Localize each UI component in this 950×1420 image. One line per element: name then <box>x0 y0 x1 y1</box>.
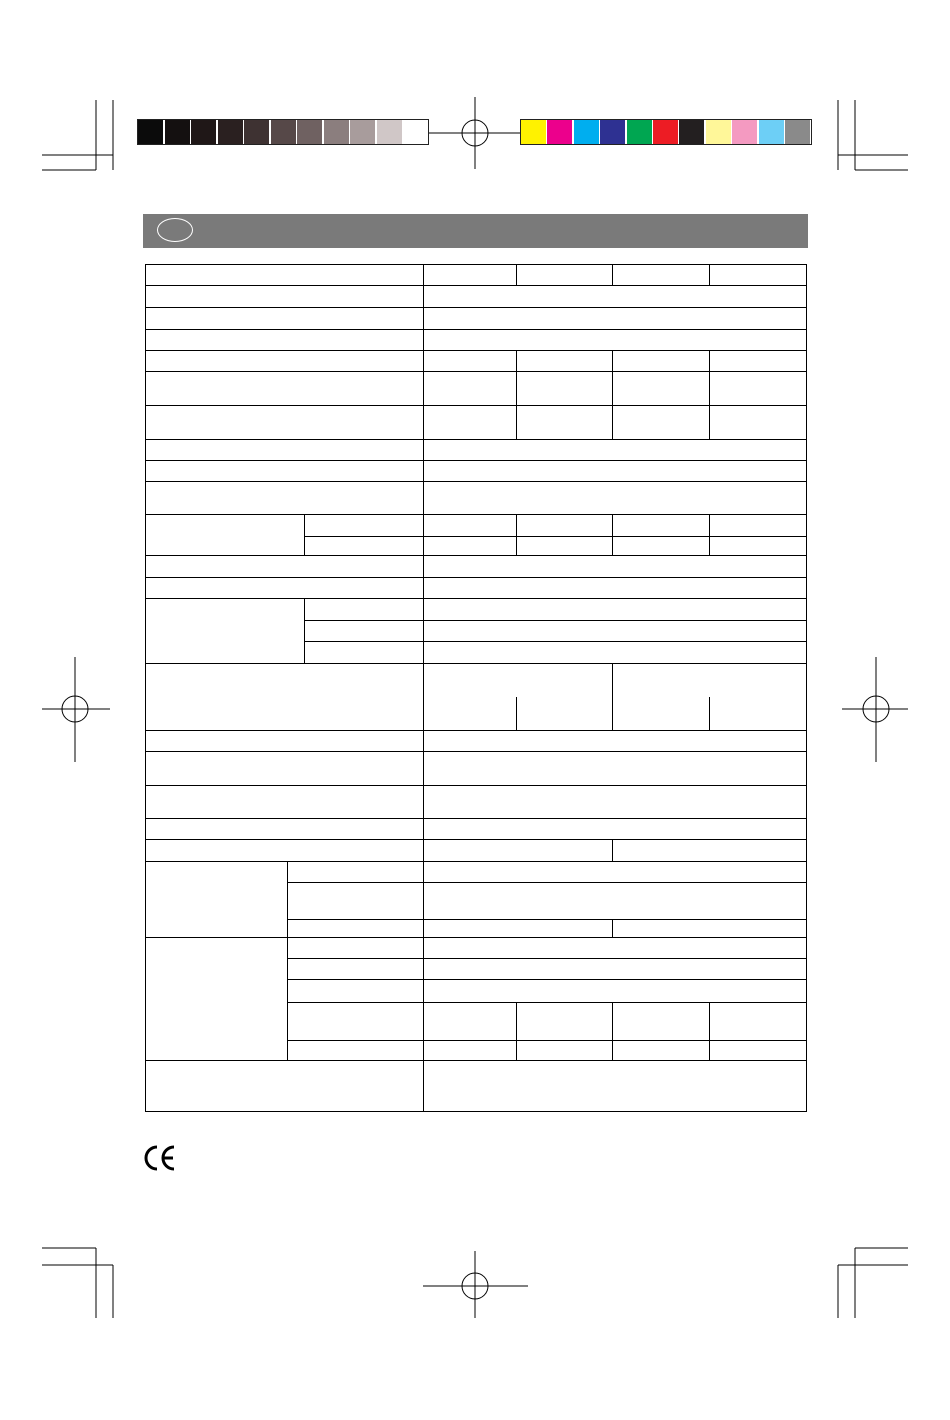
color-bar-frame <box>520 119 812 145</box>
section-header-band <box>143 214 808 248</box>
specification-table <box>145 264 807 1112</box>
ce-mark <box>143 1144 177 1172</box>
gray-bar-frame <box>137 119 429 145</box>
language-badge <box>157 218 193 242</box>
